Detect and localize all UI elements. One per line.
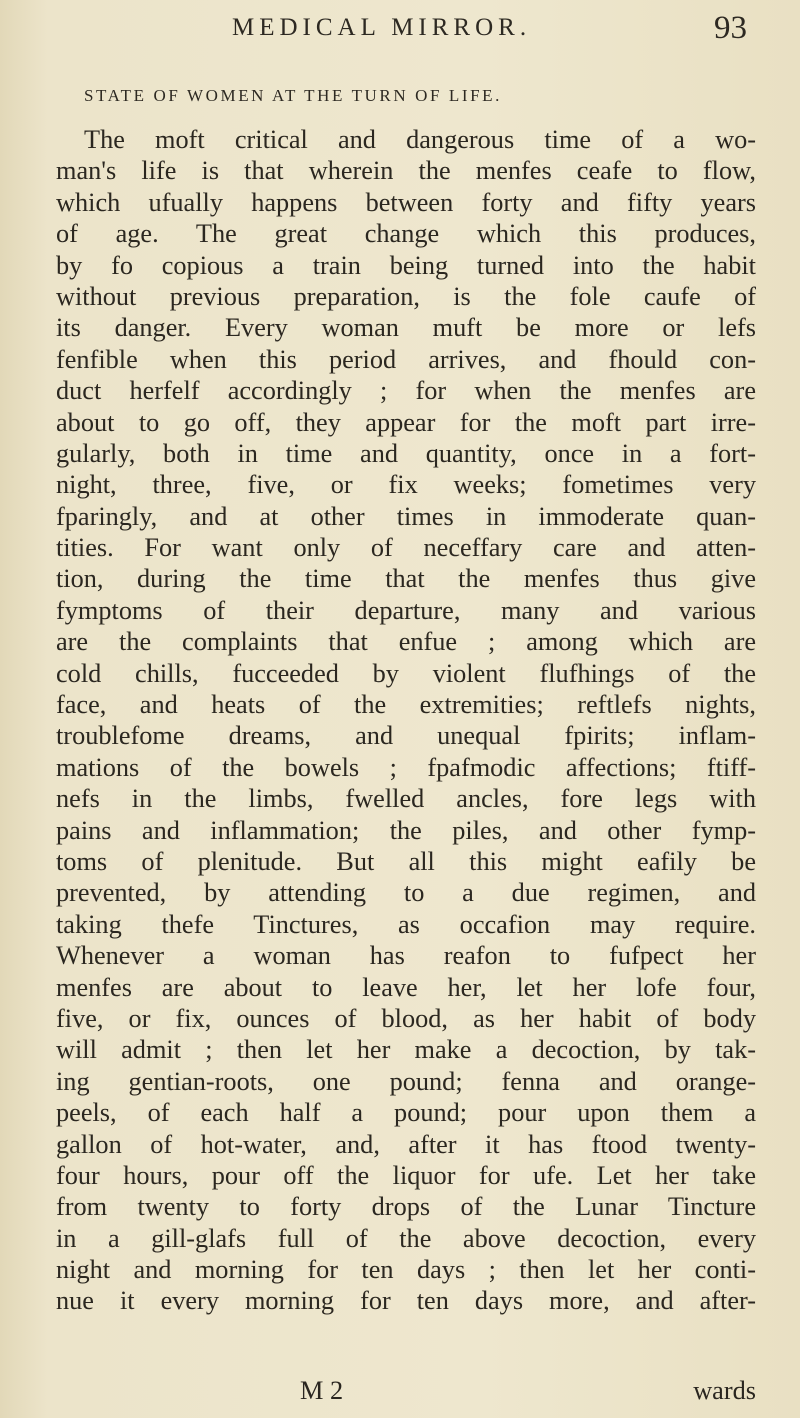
text-line: cold chills, fucceeded by violent flufhings of the	[56, 658, 756, 688]
text-line: five, or fix, ounces of blood, as her habit of body	[56, 1003, 756, 1033]
text-line: toms of plenitude. But all this might eafily be	[56, 846, 756, 876]
text-line: without previous preparation, is the fole caufe of	[56, 281, 756, 311]
text-line: by fo copious a train being turned into the habit	[56, 250, 756, 280]
text-line: Whenever a woman has reafon to fufpect her	[56, 941, 756, 971]
text-line: fymptoms of their departure, many and various	[56, 595, 756, 625]
text-line: of age. The great change which this produces,	[56, 219, 756, 249]
text-line: mations of the bowels ; fpafmodic affections; ftiff-	[56, 752, 756, 782]
text-line: fenfible when this period arrives, and fhould con-	[56, 344, 756, 374]
text-line: fparingly, and at other times in immoderate quan-	[56, 501, 756, 531]
text-line: night and morning for ten days ; then let her conti-	[56, 1255, 756, 1285]
text-line: duct herfelf accordingly ; for when the menfes are	[56, 376, 756, 406]
text-line: menfes are about to leave her, let her lofe four,	[56, 972, 756, 1002]
text-line: prevented, by attending to a due regimen, and	[56, 878, 756, 908]
text-line: nefs in the limbs, fwelled ancles, fore legs with	[56, 784, 756, 814]
text-line: man's life is that wherein the menfes ceafe to flow,	[56, 156, 756, 186]
text-line: tion, during the time that the menfes thus give	[56, 564, 756, 594]
text-line: will admit ; then let her make a decoction, by tak-	[56, 1035, 756, 1065]
text-line: ing gentian-roots, one pound; fenna and orange-	[56, 1066, 756, 1096]
body-text	[56, 124, 756, 1317]
text-line: gularly, both in time and quantity, once in a fort-	[56, 438, 756, 468]
page-footer	[56, 1376, 756, 1410]
text-line: The moft critical and dangerous time of a wo-	[84, 125, 756, 154]
text-line: taking thefe Tinctures, as occafion may require.	[56, 909, 756, 939]
text-line: nue it every morning for ten days more, and after-	[56, 1286, 756, 1316]
section-title: STATE OF WOMEN AT THE TURN OF LIFE.	[84, 86, 503, 105]
text-line: which ufually happens between forty and fifty years	[56, 187, 756, 217]
text-line: from twenty to forty drops of the Lunar Tincture	[56, 1192, 756, 1222]
text-line: face, and heats of the extremities; reftlefs nights,	[56, 690, 756, 720]
text-line: peels, of each half a pound; pour upon them a	[56, 1098, 756, 1128]
text-line: its danger. Every woman muft be more or lefs	[56, 313, 756, 343]
page-number: 93	[714, 10, 747, 46]
text-line: tities. For want only of neceffary care and atten-	[56, 533, 756, 563]
text-line: night, three, five, or fix weeks; fometimes very	[56, 470, 756, 500]
text-line: pains and inflammation; the piles, and other fymp-	[56, 815, 756, 845]
text-line: about to go off, they appear for the moft part irre-	[56, 407, 756, 437]
text-line: in a gill-glafs full of the above decoction, every	[56, 1223, 756, 1253]
text-line: gallon of hot-water, and, after it has ftood twenty-	[56, 1129, 756, 1159]
running-head: MEDICAL MIRROR.	[232, 14, 532, 41]
catchword: wards	[693, 1376, 756, 1405]
signature-mark: M 2	[300, 1376, 344, 1405]
text-line: troublefome dreams, and unequal fpirits; inflam-	[56, 721, 756, 751]
text-line: four hours, pour off the liquor for ufe. Let her take	[56, 1160, 756, 1190]
text-line: are the complaints that enfue ; among which are	[56, 627, 756, 657]
